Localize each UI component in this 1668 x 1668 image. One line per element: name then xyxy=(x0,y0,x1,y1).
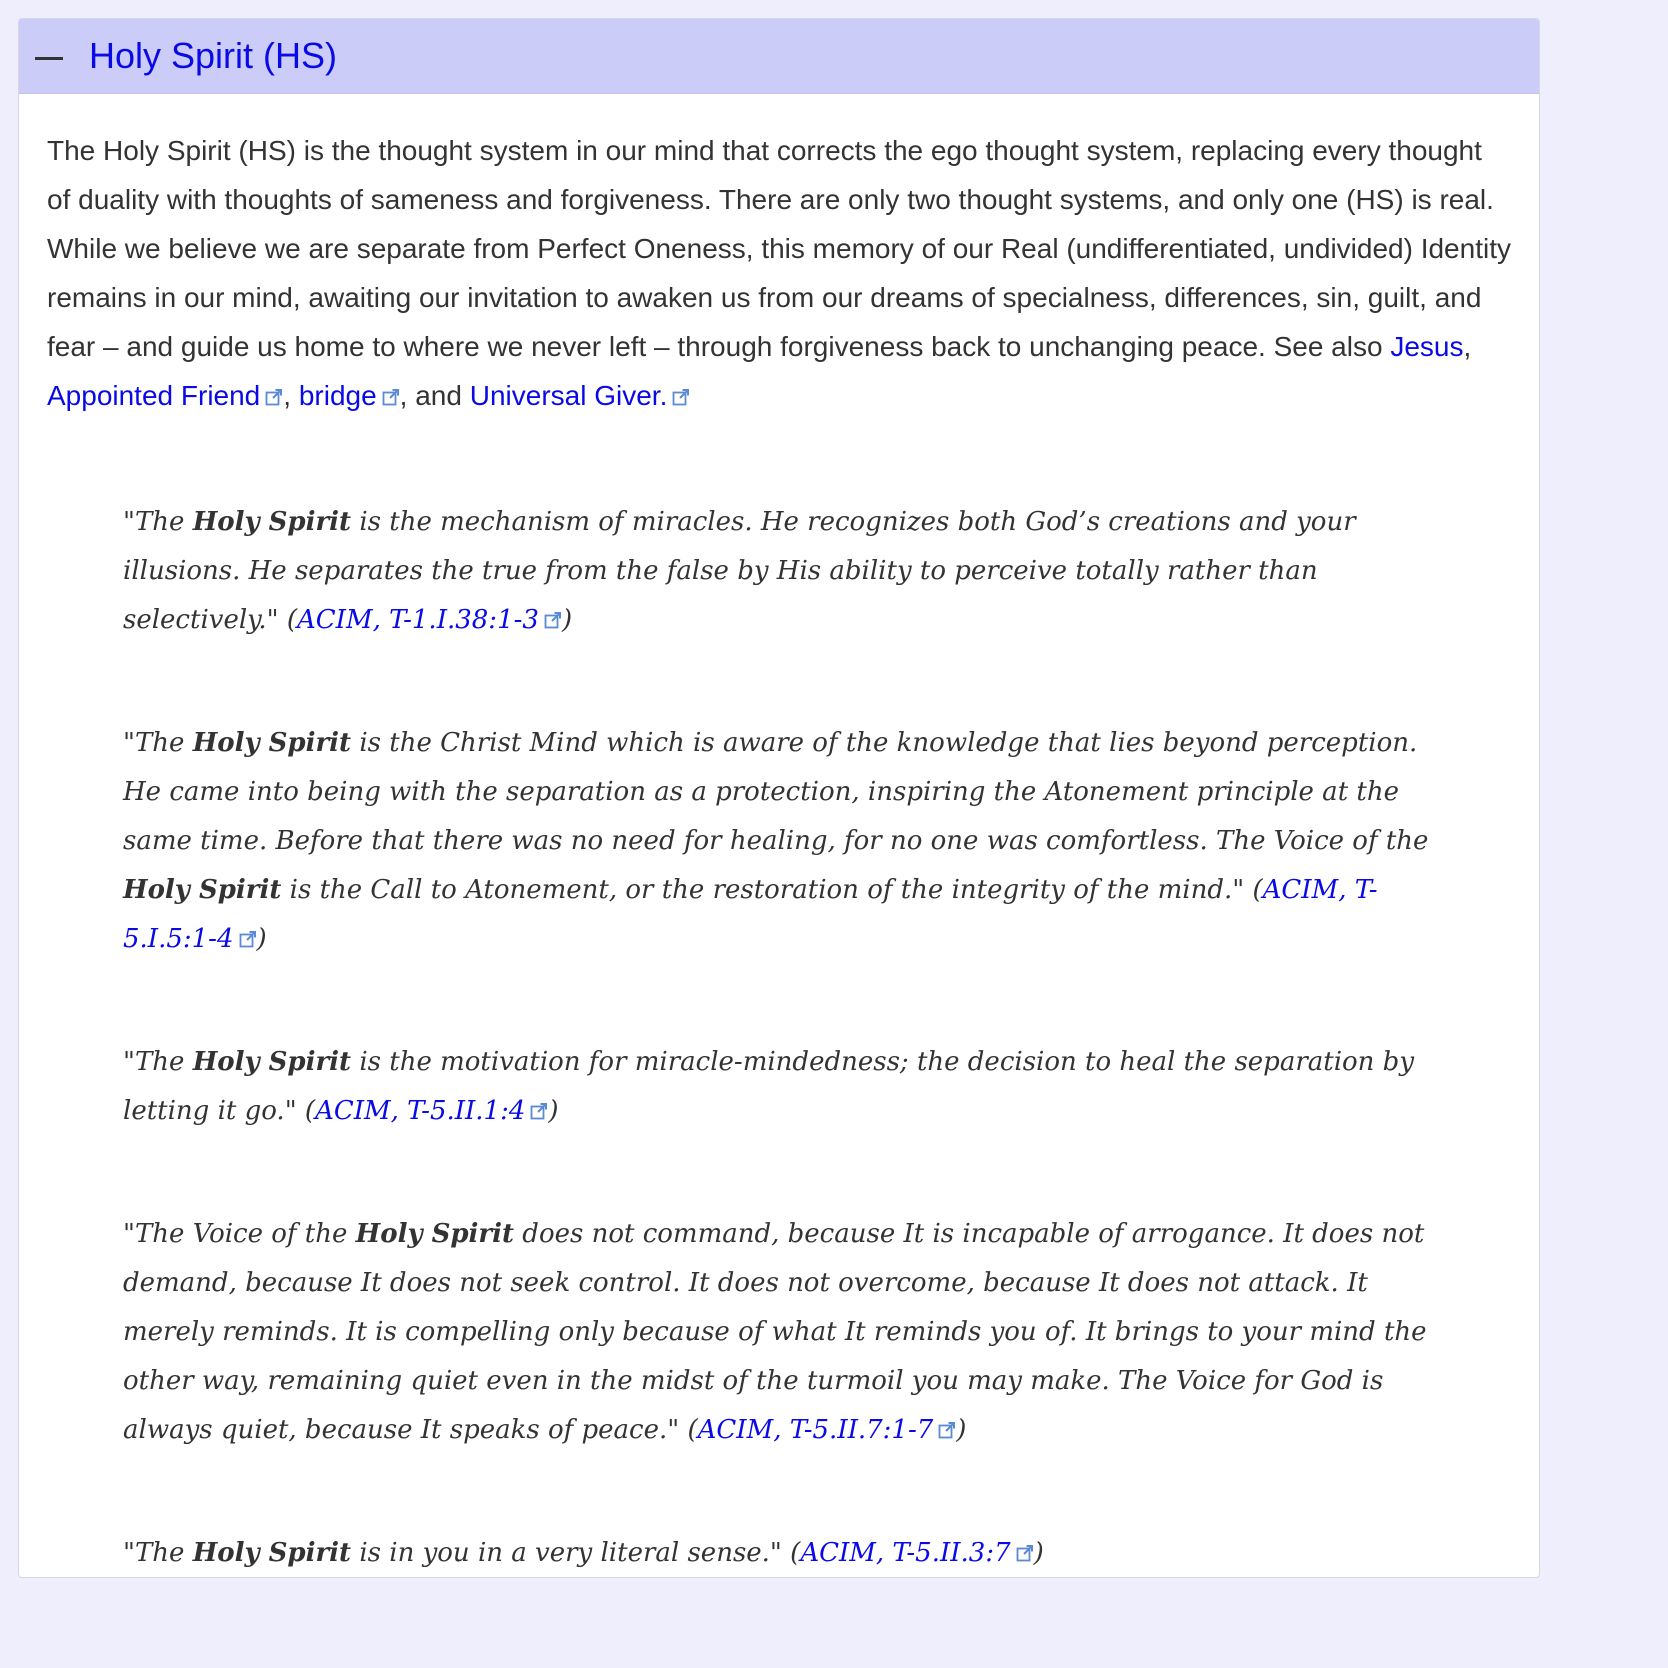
glossary-panel xyxy=(18,18,1540,1578)
quote-reference-link[interactable]: ACIM, T-1.I.38:1-3 xyxy=(297,605,562,635)
external-link-icon xyxy=(938,1421,956,1439)
external-link-icon xyxy=(530,1102,548,1120)
link-appointed-friend[interactable]: Appointed Friend xyxy=(47,380,283,411)
accordion-content xyxy=(19,94,1539,1578)
external-link-icon xyxy=(239,930,257,948)
quote-1: "The Holy Spirit is the mechanism of miracles. He recognizes both God’s creations and your illusions. He separates the true from the false by His ability to perceive totally rather than selectively." (ACIM, T-1.I.38:1-3 ) xyxy=(123,507,1356,635)
external-link-icon xyxy=(1016,1544,1034,1562)
quote-reference-link[interactable]: ACIM, T-5.I.5:1-4 xyxy=(123,875,1378,954)
quote-5: "The Holy Spirit is in you in a very literal sense." (ACIM, T-5.II.3:7 ) xyxy=(123,1538,1044,1568)
quote-reference-link[interactable]: ACIM, T-5.II.7:1-7 xyxy=(698,1415,957,1445)
external-link-icon xyxy=(382,388,400,406)
quote-4: "The Voice of the Holy Spirit does not command, because It is incapable of arrogance. It does not demand, because It does not seek control. It does not overcome, because It does not attack. It merely reminds. It is compelling only because of what It reminds you of. It brings to your mind the other way, remaining quiet even in the midst of the turmoil you may make. The Voice for God is always quiet, because It speaks of peace." (ACIM, T-5.II.7:1-7 ) xyxy=(123,1219,1427,1445)
quote-2: "The Holy Spirit is the Christ Mind which is aware of the knowledge that lies beyond perception. He came into being with the separation as a protection, inspiring the Atonement principle at the same time. Before that there was no need for healing, for no one was comfortless. The Voice of the Holy Spirit is the Call to Atonement, or the restoration of the integrity of the mind." (ACIM, T-5.I.5:1-4 ) xyxy=(123,728,1429,954)
external-link-icon xyxy=(265,388,283,406)
link-jesus[interactable]: Jesus xyxy=(1390,331,1464,362)
quote-3: "The Holy Spirit is the motivation for miracle-mindedness; the decision to heal the separation by letting it go." (ACIM, T-5.II.1:4 ) xyxy=(123,1047,1415,1126)
quotes-list xyxy=(123,498,1431,1578)
external-link-icon xyxy=(672,388,690,406)
accordion-title[interactable]: Holy Spirit (HS) xyxy=(89,35,338,76)
quote-reference-link[interactable]: ACIM, T-5.II.1:4 xyxy=(315,1096,548,1126)
definition-text: The Holy Spirit (HS) is the thought system in our mind that corrects the ego thought system, replacing every thought of duality with thoughts of sameness and forgiveness. There are only two thought systems, and only one (HS) is real. While we believe we are separate from Perfect Oneness, this memory of our Real (undifferentiated, undivided) Identity remains in our mind, awaiting our invitation to awaken us from our dreams of specialness, differences, sin, guilt, and fear – and guide us home to where we never left – through forgiveness back to unchanging peace. See also xyxy=(47,135,1511,362)
accordion-header[interactable] xyxy=(19,19,1539,94)
link-universal-giver[interactable]: Universal Giver. xyxy=(470,380,691,411)
link-bridge[interactable]: bridge xyxy=(299,380,400,411)
definition-paragraph: The Holy Spirit (HS) is the thought system in our mind that corrects the ego thought system, replacing every thought of duality with thoughts of sameness and forgiveness. There are only two thought systems, and only one (HS) is real. While we believe we are separate from Perfect Oneness, this memory of our Real (undifferentiated, undivided) Identity remains in our mind, awaiting our invitation to awaken us from our dreams of specialness, differences, sin, guilt, and fear – and guide us home to where we never left – through forgiveness back to unchanging peace. See also Jesus, Appointed Friend , bridge , and Universal Giver. xyxy=(47,135,1511,411)
external-link-icon xyxy=(544,611,562,629)
quote-reference-link[interactable]: ACIM, T-5.II.3:7 xyxy=(800,1538,1033,1568)
collapse-icon[interactable] xyxy=(35,57,63,60)
